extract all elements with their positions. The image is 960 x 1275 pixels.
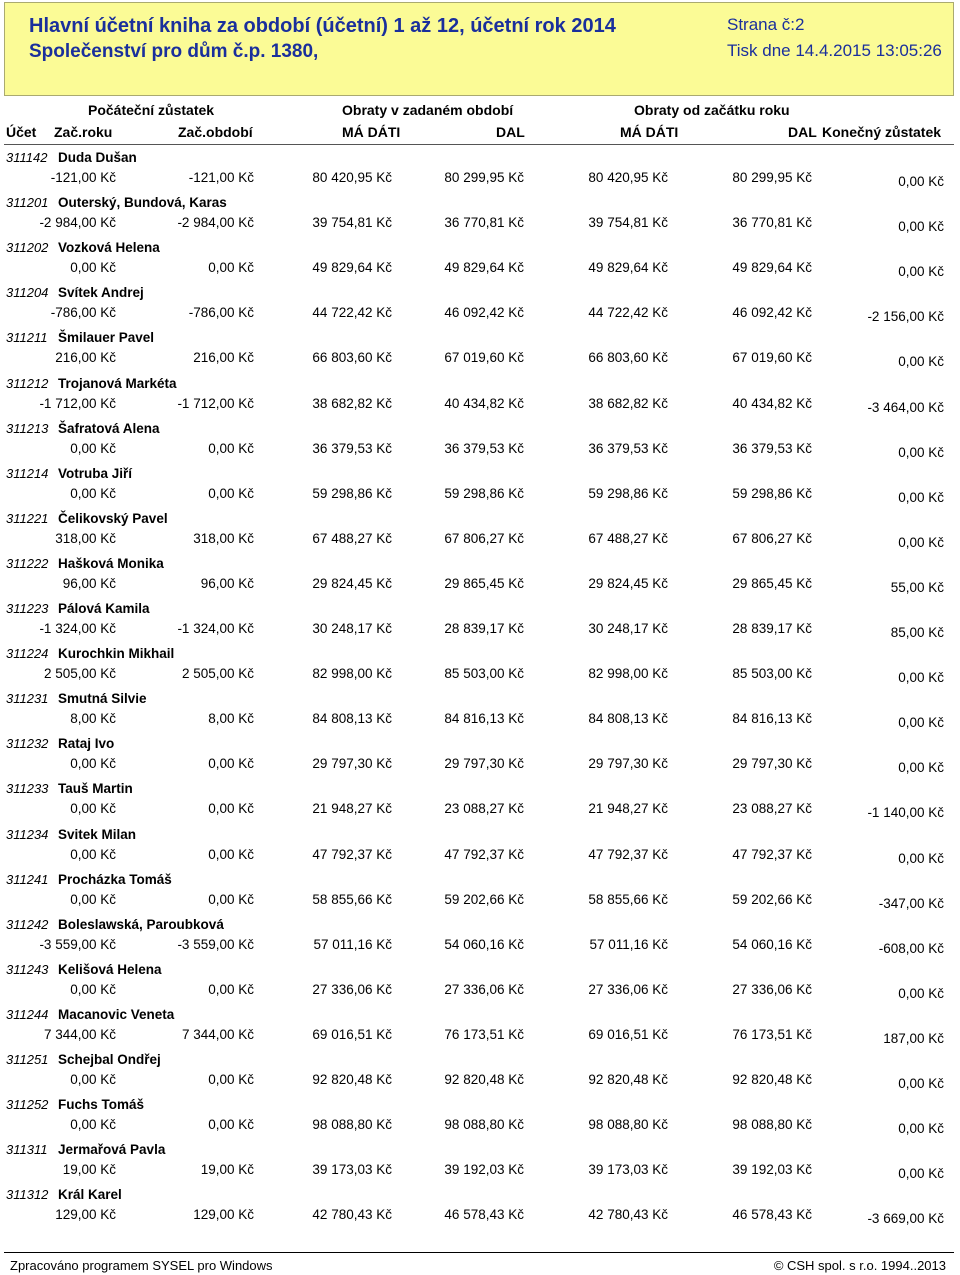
period-start-balance: 7 344,00 Kč: [181, 1026, 254, 1042]
year-start-balance: -121,00 Kč: [50, 170, 116, 185]
period-start-balance: -786,00 Kč: [188, 305, 254, 321]
period-credit: 47 792,37 Kč: [444, 846, 524, 862]
final-balance: 0,00 Kč: [898, 850, 944, 866]
ytd-debit: 29 824,45 Kč: [588, 575, 668, 591]
final-balance: 0,00 Kč: [898, 174, 944, 189]
account-number: 311222: [6, 555, 49, 571]
final-balance: 0,00 Kč: [898, 354, 944, 370]
account-name: Trojanová Markéta: [58, 375, 177, 391]
ytd-credit: 67 019,60 Kč: [732, 350, 812, 366]
report-title: Hlavní účetní kniha za období (účetní) 1 až 12, účetní rok 2014: [29, 15, 616, 37]
period-credit: 59 202,66 Kč: [444, 891, 524, 907]
final-balance: -2 156,00 Kč: [867, 309, 944, 325]
header-debit-period: MÁ DÁTI: [342, 124, 401, 140]
period-debit: 67 488,27 Kč: [312, 530, 392, 546]
final-balance: -347,00 Kč: [878, 895, 944, 911]
account-number: 311224: [6, 646, 49, 662]
year-start-balance: 0,00 Kč: [70, 801, 116, 817]
account-number: 311201: [6, 195, 49, 211]
period-debit: 49 829,64 Kč: [312, 260, 392, 276]
account-number: 311211: [6, 330, 48, 346]
period-debit: 84 808,13 Kč: [312, 711, 392, 727]
account-number: 311251: [6, 1052, 49, 1067]
table-row: [0, 285, 960, 330]
year-start-balance: 8,00 Kč: [70, 711, 116, 727]
table-row: [0, 646, 960, 691]
period-start-balance: 19,00 Kč: [200, 1162, 254, 1178]
table-row: [0, 195, 960, 240]
ytd-credit: 59 298,86 Kč: [732, 485, 812, 501]
period-start-balance: 0,00 Kč: [208, 1072, 254, 1087]
final-balance: 0,00 Kč: [898, 1076, 944, 1091]
period-credit: 27 336,06 Kč: [444, 981, 524, 997]
ytd-debit: 21 948,27 Kč: [588, 801, 668, 817]
final-balance: 85,00 Kč: [890, 625, 944, 640]
ytd-debit: 39 754,81 Kč: [588, 215, 668, 231]
ytd-debit: 39 173,03 Kč: [588, 1162, 668, 1178]
ytd-debit: 84 808,13 Kč: [588, 711, 668, 727]
year-start-balance: 0,00 Kč: [70, 260, 116, 276]
table-row: [0, 827, 960, 872]
footer-program: Zpracováno programem SYSEL pro Windows: [10, 1258, 273, 1273]
account-number: 311244: [6, 1006, 49, 1022]
header-group-ytd: Obraty od začátku roku: [634, 102, 790, 118]
year-start-balance: 0,00 Kč: [70, 846, 116, 862]
account-name: Šmilauer Pavel: [58, 330, 155, 346]
header-account: Účet: [6, 124, 37, 140]
period-debit: 69 016,51 Kč: [312, 1026, 392, 1042]
period-credit: 49 829,64 Kč: [444, 260, 524, 276]
year-start-balance: 318,00 Kč: [55, 530, 116, 546]
year-start-balance: 7 344,00 Kč: [43, 1026, 116, 1042]
final-balance: 0,00 Kč: [898, 670, 944, 686]
period-start-balance: -2 984,00 Kč: [177, 215, 254, 231]
ytd-debit: 36 379,53 Kč: [588, 440, 668, 456]
table-row: [0, 601, 960, 646]
period-debit: 30 248,17 Kč: [312, 621, 392, 636]
year-start-balance: -1 324,00 Kč: [39, 621, 116, 636]
period-start-balance: 0,00 Kč: [208, 260, 254, 276]
ytd-credit: 80 299,95 Kč: [732, 170, 812, 185]
account-number: 311214: [6, 465, 49, 481]
table-row: [0, 421, 960, 466]
account-name: Čelikovský Pavel: [58, 510, 168, 526]
account-number: 311312: [6, 1187, 49, 1203]
table-row: [0, 556, 960, 601]
ytd-debit: 30 248,17 Kč: [588, 621, 668, 636]
header-group-initial: Počáteční zůstatek: [88, 102, 215, 118]
period-credit: 46 578,43 Kč: [444, 1207, 524, 1223]
page-number: Strana č:2: [727, 15, 805, 34]
account-number: 311252: [6, 1097, 49, 1113]
account-number: 311202: [6, 240, 49, 256]
period-debit: 29 797,30 Kč: [312, 756, 392, 772]
period-credit: 28 839,17 Kč: [444, 621, 524, 636]
account-name: Král Karel: [58, 1187, 122, 1203]
period-credit: 67 806,27 Kč: [444, 530, 524, 546]
account-name: Svítek Andrej: [58, 285, 144, 301]
year-start-balance: 0,00 Kč: [70, 891, 116, 907]
account-number: 311233: [6, 781, 49, 797]
final-balance: 0,00 Kč: [898, 489, 944, 505]
period-credit: 59 298,86 Kč: [444, 485, 524, 501]
account-name: Duda Dušan: [58, 150, 137, 165]
ytd-debit: 42 780,43 Kč: [588, 1207, 668, 1223]
year-start-balance: 2 505,00 Kč: [43, 666, 116, 682]
ytd-credit: 67 806,27 Kč: [732, 530, 812, 546]
table-row: [0, 917, 960, 962]
table-row: [0, 466, 960, 511]
ytd-credit: 29 865,45 Kč: [732, 575, 812, 591]
ytd-debit: 98 088,80 Kč: [588, 1117, 668, 1133]
final-balance: 0,00 Kč: [898, 1166, 944, 1182]
final-balance: 187,00 Kč: [883, 1030, 944, 1046]
period-debit: 29 824,45 Kč: [312, 575, 392, 591]
ytd-debit: 82 998,00 Kč: [588, 666, 668, 682]
period-credit: 84 816,13 Kč: [444, 711, 524, 727]
period-start-balance: 0,00 Kč: [208, 756, 254, 772]
period-start-balance: 0,00 Kč: [208, 485, 254, 501]
account-name: Schejbal Ondřej: [58, 1052, 161, 1067]
period-start-balance: -121,00 Kč: [188, 170, 254, 185]
period-debit: 57 011,16 Kč: [313, 936, 392, 952]
period-start-balance: 8,00 Kč: [208, 711, 254, 727]
ytd-credit: 36 770,81 Kč: [732, 215, 812, 231]
period-debit: 42 780,43 Kč: [312, 1207, 392, 1223]
period-debit: 38 682,82 Kč: [312, 395, 392, 411]
header-year-start: Zač.roku: [54, 124, 113, 140]
header-credit-period: DAL: [496, 124, 525, 140]
period-credit: 98 088,80 Kč: [444, 1117, 524, 1133]
organization-name: Společenství pro dům č.p. 1380,: [29, 41, 319, 62]
period-start-balance: 216,00 Kč: [193, 350, 254, 366]
final-balance: 55,00 Kč: [890, 579, 944, 595]
period-start-balance: 0,00 Kč: [208, 1117, 254, 1133]
ytd-credit: 54 060,16 Kč: [732, 936, 812, 952]
account-name: Fuchs Tomáš: [58, 1097, 145, 1113]
table-row: [0, 376, 960, 421]
table-row: [0, 691, 960, 736]
ytd-debit: 80 420,95 Kč: [588, 170, 668, 185]
period-credit: 92 820,48 Kč: [444, 1072, 524, 1087]
account-number: 311242: [6, 916, 49, 932]
final-balance: -608,00 Kč: [878, 940, 944, 956]
account-name: Votruba Jiří: [58, 465, 133, 481]
final-balance: 0,00 Kč: [898, 534, 944, 550]
period-credit: 40 434,82 Kč: [444, 395, 524, 411]
ytd-debit: 44 722,42 Kč: [588, 305, 668, 321]
ytd-debit: 58 855,66 Kč: [588, 891, 668, 907]
period-debit: 66 803,60 Kč: [312, 350, 392, 366]
period-credit: 85 503,00 Kč: [444, 666, 524, 682]
final-balance: -3 464,00 Kč: [867, 399, 944, 415]
period-debit: 21 948,27 Kč: [312, 801, 392, 817]
year-start-balance: 0,00 Kč: [70, 756, 116, 772]
period-debit: 27 336,06 Kč: [312, 981, 392, 997]
table-row: [0, 962, 960, 1007]
ytd-debit: 92 820,48 Kč: [588, 1072, 668, 1087]
period-start-balance: 0,00 Kč: [208, 846, 254, 862]
account-name: Outerský, Bundová, Karas: [58, 195, 227, 211]
final-balance: 0,00 Kč: [898, 444, 944, 460]
ytd-credit: 85 503,00 Kč: [732, 666, 812, 682]
period-debit: 58 855,66 Kč: [312, 891, 392, 907]
period-debit: 47 792,37 Kč: [312, 846, 392, 862]
account-name: Kurochkin Mikhail: [58, 646, 175, 662]
table-row: [0, 1052, 960, 1097]
account-number: 311231: [6, 691, 49, 707]
ytd-debit: 27 336,06 Kč: [588, 981, 668, 997]
period-credit: 36 770,81 Kč: [444, 215, 524, 231]
table-row: [0, 240, 960, 285]
period-debit: 39 754,81 Kč: [312, 215, 392, 231]
ytd-credit: 27 336,06 Kč: [732, 981, 812, 997]
account-name: Pálová Kamila: [58, 601, 150, 616]
account-number: 311221: [6, 510, 49, 526]
ytd-debit: 49 829,64 Kč: [588, 260, 668, 276]
ytd-credit: 98 088,80 Kč: [732, 1117, 812, 1133]
ytd-credit: 46 092,42 Kč: [732, 305, 812, 321]
period-credit: 29 865,45 Kč: [444, 575, 524, 591]
account-number: 311232: [6, 736, 49, 752]
period-debit: 39 173,03 Kč: [312, 1162, 392, 1178]
period-debit: 98 088,80 Kč: [312, 1117, 392, 1133]
period-start-balance: -1 712,00 Kč: [177, 395, 254, 411]
period-start-balance: -3 559,00 Kč: [177, 936, 254, 952]
year-start-balance: 0,00 Kč: [70, 440, 116, 456]
ytd-credit: 76 173,51 Kč: [732, 1026, 812, 1042]
account-number: 311234: [6, 826, 49, 842]
year-start-balance: -1 712,00 Kč: [39, 395, 116, 411]
header-period-start: Zač.období: [178, 124, 253, 140]
period-credit: 76 173,51 Kč: [444, 1026, 524, 1042]
ytd-credit: 47 792,37 Kč: [732, 846, 812, 862]
final-balance: 0,00 Kč: [898, 264, 944, 280]
final-balance: 0,00 Kč: [898, 219, 944, 235]
period-debit: 82 998,00 Kč: [312, 666, 392, 682]
period-credit: 29 797,30 Kč: [444, 756, 524, 772]
account-number: 311204: [6, 285, 49, 301]
ytd-credit: 59 202,66 Kč: [732, 891, 812, 907]
period-credit: 46 092,42 Kč: [444, 305, 524, 321]
year-start-balance: -3 559,00 Kč: [39, 936, 116, 952]
account-number: 311223: [6, 601, 49, 616]
account-name: Procházka Tomáš: [58, 871, 172, 887]
period-start-balance: 0,00 Kč: [208, 981, 254, 997]
account-name: Macanovic Veneta: [58, 1006, 175, 1022]
ytd-credit: 46 578,43 Kč: [732, 1207, 812, 1223]
period-credit: 23 088,27 Kč: [444, 801, 524, 817]
year-start-balance: -2 984,00 Kč: [39, 215, 116, 231]
period-start-balance: 0,00 Kč: [208, 891, 254, 907]
final-balance: -3 669,00 Kč: [867, 1211, 944, 1227]
account-number: 311243: [6, 961, 49, 977]
year-start-balance: 216,00 Kč: [55, 350, 116, 366]
account-number: 311212: [6, 375, 49, 391]
ytd-credit: 40 434,82 Kč: [732, 395, 812, 411]
final-balance: 0,00 Kč: [898, 715, 944, 731]
account-name: Svitek Milan: [58, 826, 137, 842]
table-row: [0, 781, 960, 826]
ytd-credit: 28 839,17 Kč: [732, 621, 812, 636]
footer-copyright: © CSH spol. s r.o. 1994..2013: [773, 1258, 946, 1273]
year-start-balance: -786,00 Kč: [50, 305, 116, 321]
ytd-debit: 67 488,27 Kč: [588, 530, 668, 546]
header-group-period: Obraty v zadaném období: [342, 102, 514, 118]
account-number: 311311: [6, 1142, 48, 1158]
account-name: Boleslawská, Paroubková: [58, 916, 224, 932]
year-start-balance: 96,00 Kč: [62, 575, 116, 591]
ytd-debit: 38 682,82 Kč: [588, 395, 668, 411]
account-number: 311213: [6, 420, 49, 436]
period-start-balance: 2 505,00 Kč: [181, 666, 254, 682]
table-row: [0, 150, 960, 195]
ytd-debit: 69 016,51 Kč: [588, 1026, 668, 1042]
ytd-credit: 49 829,64 Kč: [732, 260, 812, 276]
account-name: Tauš Martin: [58, 781, 133, 797]
ytd-debit: 66 803,60 Kč: [588, 350, 668, 366]
ytd-credit: 92 820,48 Kč: [732, 1072, 812, 1087]
footer-divider: [4, 1252, 954, 1253]
table-row: [0, 1142, 960, 1187]
period-start-balance: -1 324,00 Kč: [177, 621, 254, 636]
account-name: Hašková Monika: [58, 555, 164, 571]
period-start-balance: 0,00 Kč: [208, 801, 254, 817]
account-name: Smutná Silvie: [58, 691, 147, 707]
ytd-debit: 47 792,37 Kč: [588, 846, 668, 862]
year-start-balance: 0,00 Kč: [70, 981, 116, 997]
table-row: [0, 511, 960, 556]
period-debit: 44 722,42 Kč: [312, 305, 392, 321]
account-name: Jermařová Pavla: [58, 1142, 166, 1158]
table-row: [0, 1187, 960, 1232]
ytd-credit: 29 797,30 Kč: [732, 756, 812, 772]
table-row: [0, 1097, 960, 1142]
account-name: Vozková Helena: [58, 240, 160, 256]
ytd-credit: 39 192,03 Kč: [732, 1162, 812, 1178]
final-balance: 0,00 Kč: [898, 1121, 944, 1137]
ytd-debit: 29 797,30 Kč: [588, 756, 668, 772]
final-balance: 0,00 Kč: [898, 760, 944, 776]
table-row: [0, 1007, 960, 1052]
table-row: [0, 330, 960, 375]
table-row: [0, 872, 960, 917]
year-start-balance: 0,00 Kč: [70, 1072, 116, 1087]
account-name: Šafratová Alena: [58, 420, 160, 436]
ytd-credit: 84 816,13 Kč: [732, 711, 812, 727]
year-start-balance: 0,00 Kč: [70, 1117, 116, 1133]
period-credit: 67 019,60 Kč: [444, 350, 524, 366]
account-number: 311241: [6, 871, 49, 887]
period-start-balance: 96,00 Kč: [200, 575, 254, 591]
period-credit: 54 060,16 Kč: [444, 936, 524, 952]
period-start-balance: 318,00 Kč: [193, 530, 254, 546]
period-debit: 92 820,48 Kč: [312, 1072, 392, 1087]
period-start-balance: 0,00 Kč: [208, 440, 254, 456]
account-name: Kelišová Helena: [58, 961, 162, 977]
final-balance: 0,00 Kč: [898, 985, 944, 1001]
year-start-balance: 19,00 Kč: [62, 1162, 116, 1178]
header-divider: [4, 144, 954, 145]
period-debit: 80 420,95 Kč: [312, 170, 392, 185]
period-debit: 36 379,53 Kč: [312, 440, 392, 456]
year-start-balance: 0,00 Kč: [70, 485, 116, 501]
period-credit: 36 379,53 Kč: [444, 440, 524, 456]
ytd-credit: 23 088,27 Kč: [732, 801, 812, 817]
account-number: 311142: [6, 150, 48, 165]
header-debit-ytd: MÁ DÁTI: [620, 124, 679, 140]
final-balance: -1 140,00 Kč: [867, 805, 944, 821]
table-row: [0, 736, 960, 781]
year-start-balance: 129,00 Kč: [55, 1207, 116, 1223]
period-credit: 80 299,95 Kč: [444, 170, 524, 185]
period-credit: 39 192,03 Kč: [444, 1162, 524, 1178]
ytd-debit: 57 011,16 Kč: [589, 936, 668, 952]
ytd-credit: 36 379,53 Kč: [732, 440, 812, 456]
header-final-balance: Konečný zůstatek: [822, 124, 942, 140]
period-debit: 59 298,86 Kč: [312, 485, 392, 501]
account-name: Rataj Ivo: [58, 736, 115, 752]
report-banner: [4, 2, 954, 96]
ytd-debit: 59 298,86 Kč: [588, 485, 668, 501]
print-date: Tisk dne 14.4.2015 13:05:26: [727, 41, 942, 60]
period-start-balance: 129,00 Kč: [193, 1207, 254, 1223]
header-credit-ytd: DAL: [788, 124, 817, 140]
